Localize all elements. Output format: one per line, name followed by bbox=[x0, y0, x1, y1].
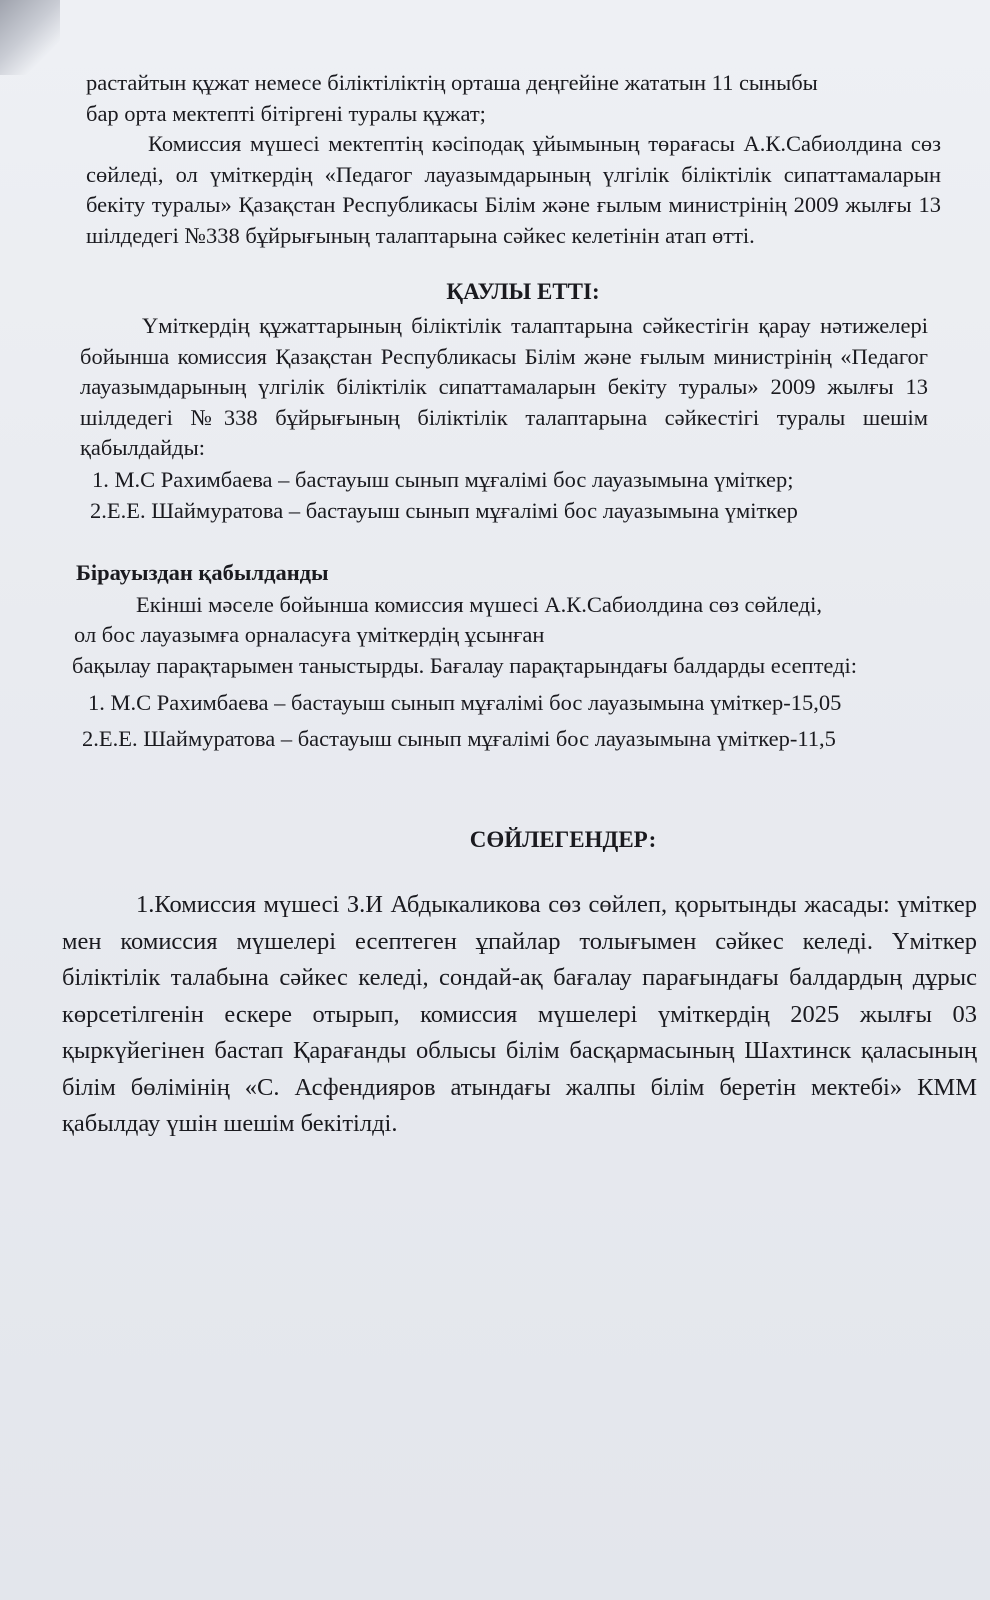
resolution-item-2: 2.Е.Е. Шаймуратова – бастауыш сынып мұғалімі бос лауазымына үміткер bbox=[90, 497, 798, 523]
speech-paragraph: Комиссия мүшесі мектептің кәсіподақ ұйымының төрағасы А.К.Сабиолдина сөз сөйледі, ол үміткердің «Педагог лауазымдарының үлгілік біліктілік сипаттамаларын бекіту туралы» Қазақстан Республикасы Білім және ғылым министрінің 2009 жылғы 13 шілдедегі №338 бұйрығының талаптарына сәйкес келетінін атап өтті. bbox=[86, 131, 941, 248]
resolution-item-1: 1. М.С Рахимбаева – бастауыш сынып мұғалімі бос лауазымына үміткер; bbox=[92, 466, 794, 492]
document-text-area bbox=[58, 68, 988, 1568]
page-corner-shadow bbox=[0, 0, 60, 75]
resolution-paragraph: Үміткердің құжаттарының біліктілік талаптарына сәйкестігін қарау нәтижелері бойынша комиссия Қазақстан Республикасы Білім және ғылым министрінің «Педагог лауазымдарының үлгілік біліктілік сипаттамаларын бекіту туралы» 2009 жылғы 13 шілдедегі №338 бұйрығының біліктілік талаптарына сәйкестігі туралы шешім қабылдайды: bbox=[80, 313, 928, 460]
resolution-heading: ҚАУЛЫ ЕТТІ: bbox=[446, 279, 600, 304]
score-item-2: 2.Е.Е. Шаймуратова – бастауыш сынып мұғалімі бос лауазымына үміткер-11,5 bbox=[82, 726, 836, 751]
second-issue-line-1: Екінші мәселе бойынша комиссия мүшесі А.К.Сабиолдина сөз сөйледі, bbox=[136, 591, 822, 617]
intro-paragraph-line-1: растайтын құжат немесе біліктіліктің орташа деңгейіне жататын 11 сыныбы bbox=[86, 70, 818, 95]
intro-paragraph-line-2: бар орта мектепті бітіргені туралы құжат; bbox=[86, 100, 486, 126]
unanimous-label: Бірауыздан қабылданды bbox=[76, 559, 329, 585]
speakers-heading: СӨЙЛЕГЕНДЕР: bbox=[469, 827, 657, 852]
second-issue-line-2: ол бос лауазымға орналасуға үміткердің ұсынған bbox=[74, 622, 545, 647]
score-item-1: 1. М.С Рахимбаева – бастауыш сынып мұғалімі бос лауазымына үміткер-15,05 bbox=[88, 690, 842, 715]
conclusion-paragraph: 1.Комиссия мүшесі З.И Абдыкаликова сөз сөйлеп, қорытынды жасады: үміткер мен комиссия мүшелері есептеген ұпайлар толығымен сәйкес келеді. Үміткер біліктілік талабына сәйкес келеді, сондай-ақ бағалау парағындағы балдардың дұрыс көрсетілгенін ескере отырып, комиссия мүшелері үміткердің 2025 жылғы 03 қыркүйегінен бастап Қарағанды облысы білім басқармасының Шахтинск қаласының білім бөлімінің «С. Асфендияров атындағы жалпы білім беретін мектебі» КММ қабылдау үшін шешім бекітілді. bbox=[62, 891, 977, 1137]
second-issue-paragraph: бақылау парақтарымен таныстырды. Бағалау парақтарындағы балдарды есептеді: bbox=[72, 652, 858, 678]
